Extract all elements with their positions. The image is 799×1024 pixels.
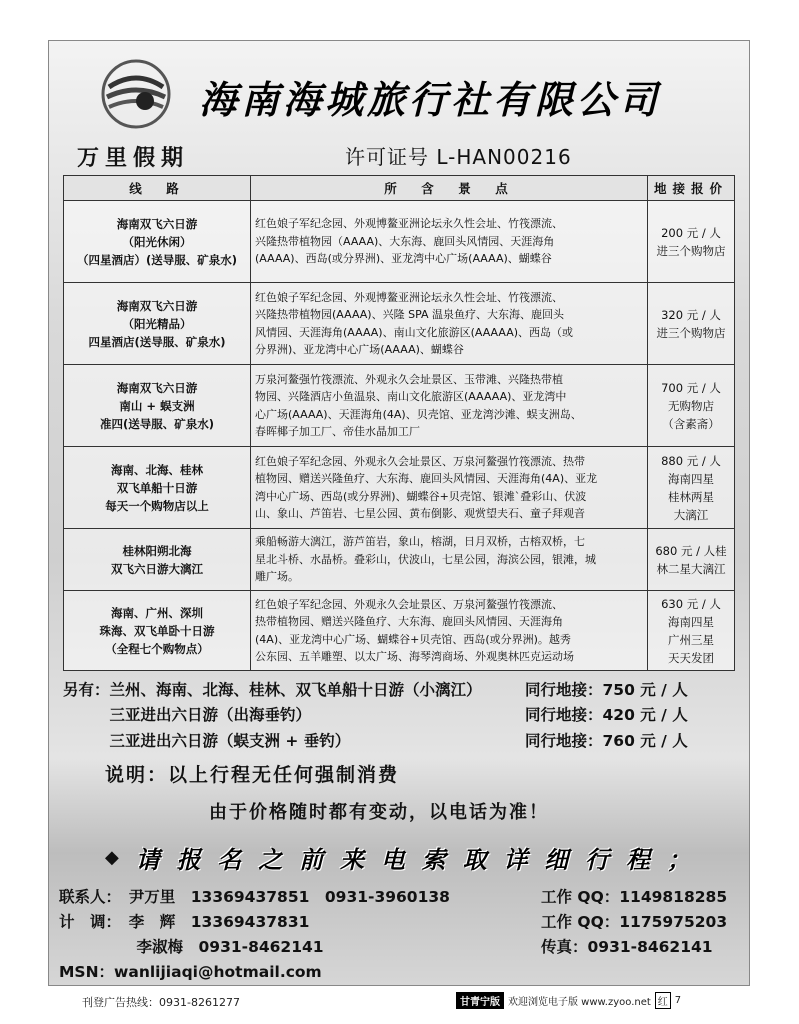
price-line: 进三个购物店 bbox=[656, 243, 726, 258]
brand-name: 万里假期 bbox=[77, 146, 190, 171]
route-cell bbox=[64, 529, 251, 591]
cta-char: 行 bbox=[585, 845, 610, 874]
sights-cell bbox=[251, 591, 648, 671]
extra-offer bbox=[63, 678, 688, 700]
sights-cell bbox=[251, 447, 648, 529]
page-number: 7 bbox=[674, 995, 682, 1006]
extra-offer bbox=[63, 703, 688, 725]
route-cell bbox=[64, 365, 251, 447]
price-cell bbox=[648, 283, 735, 365]
sights-line: 红色娘子军纪念园、外观永久会址景区、万泉河鳌强竹筏漂流、热带 bbox=[255, 454, 585, 468]
route-line: 海南双飞六日游 bbox=[116, 380, 198, 395]
price-cell bbox=[648, 529, 735, 591]
contact-info: 计 调： 李 辉 13369437831 bbox=[59, 913, 310, 931]
price-cell bbox=[648, 591, 735, 671]
column-header-sights: 所 含 景 点 bbox=[251, 176, 648, 201]
contact-msn: MSN：wanlijiaqi@hotmail.com bbox=[59, 963, 322, 981]
cta-char: 名 bbox=[217, 845, 242, 874]
route-cell bbox=[64, 447, 251, 529]
route-line: 海南双飞六日游 bbox=[116, 216, 198, 231]
footer-edition bbox=[456, 992, 681, 1009]
route-line: 双飞单船十日游 bbox=[116, 480, 198, 495]
table-row bbox=[64, 591, 735, 671]
sights-line: 乘船畅游大漓江，游芦笛岩，象山，榕湖，日月双桥，古榕双桥，七 bbox=[255, 535, 585, 549]
sights-line: (AAAA)、西岛(或分界洲)、亚龙湾中心广场(AAAA)、蝴蝶谷 bbox=[255, 252, 552, 266]
sights-cell bbox=[251, 283, 648, 365]
extra-offer-text: 三亚进出六日游（出海垂钓） bbox=[63, 706, 312, 724]
sights-cell bbox=[251, 529, 648, 591]
route-line: 双飞六日游大漓江 bbox=[111, 561, 203, 576]
cta-char: 报 bbox=[176, 845, 201, 874]
sights-line: 山、象山、芦笛岩、七星公园、黄布倒影、观赏望夫石、童子拜观音 bbox=[255, 507, 585, 520]
price-line: 桂林两星 bbox=[668, 489, 714, 504]
sights-line: (4A)、亚龙湾中心广场、蝴蝶谷+贝壳馆、西岛(或分界洲)。越秀 bbox=[255, 632, 571, 646]
price-line: 680 元 / 人桂 bbox=[655, 543, 727, 558]
table-row bbox=[64, 365, 735, 447]
sights-line: 红色娘子军纪念园、外观永久会址景区、万泉河鳌强竹筏漂流、 bbox=[255, 597, 563, 611]
page-mark: 红 bbox=[655, 992, 671, 1009]
note-no-forced-shopping: 说明：以上行程无任何强制消费 bbox=[105, 764, 400, 786]
price-line: 海南四星 bbox=[668, 471, 714, 486]
company-name: 海南海城旅行社有限公司 bbox=[199, 77, 662, 122]
cta-char: 前 bbox=[299, 845, 324, 874]
contact-info: 李淑梅 0931-8462141 bbox=[59, 938, 324, 956]
contact-fax: 传真：0931-8462141 bbox=[541, 938, 713, 956]
route-line: 南山 + 蜈支洲 bbox=[119, 398, 195, 413]
sights-line: 心广场(AAAA)、天涯海角(4A)、贝壳馆、亚龙湾沙滩、蜈支洲岛、 bbox=[255, 407, 582, 421]
price-line: 880 元 / 人 bbox=[661, 453, 721, 468]
route-line: 珠海、双飞单卧十日游 bbox=[99, 623, 215, 638]
price-line: 700 元 / 人 bbox=[661, 380, 721, 395]
cta-char: 详 bbox=[503, 845, 528, 874]
contact-row bbox=[59, 885, 728, 907]
route-line: 准四(送导服、矿泉水) bbox=[99, 416, 214, 431]
price-line: 630 元 / 人 bbox=[661, 596, 721, 611]
extra-offer bbox=[63, 729, 688, 751]
sights-line: 红色娘子军纪念园、外观博鳌亚洲论坛永久性会址、竹筏漂流、 bbox=[255, 217, 563, 231]
route-line: 海南、北海、桂林 bbox=[111, 462, 203, 477]
price-cell bbox=[648, 365, 735, 447]
price-line: 广州三星 bbox=[668, 632, 714, 647]
route-line: 四星酒店(送导服、矿泉水) bbox=[88, 334, 226, 349]
table-row bbox=[64, 201, 735, 283]
sights-line: 星北斗桥、水晶桥。叠彩山，伏波山，七星公园，海滨公园，银滩，城 bbox=[255, 552, 596, 566]
sights-line: 风情园、天涯海角(AAAA)、南山文化旅游区(AAAAA)、西岛（或 bbox=[255, 325, 574, 339]
route-line: 桂林阳朔北海 bbox=[122, 543, 192, 558]
contact-row bbox=[59, 910, 728, 932]
ad-hotline: 刊登广告热线：0931-8261277 bbox=[82, 996, 240, 1009]
cta-char: 之 bbox=[258, 845, 283, 874]
cta-char: 取 bbox=[462, 845, 487, 874]
route-cell bbox=[64, 591, 251, 671]
table-header-row bbox=[64, 176, 735, 201]
sights-cell bbox=[251, 365, 648, 447]
price-line: 林二星大漓江 bbox=[656, 561, 726, 576]
price-line: 200 元 / 人 bbox=[661, 225, 721, 240]
price-line: 无购物店 bbox=[668, 398, 714, 413]
route-line: 海南双飞六日游 bbox=[116, 298, 198, 313]
tour-table bbox=[63, 175, 735, 671]
sights-line: 兴隆热带植物园（AAAA)、大东海、鹿回头风情园、天涯海角 bbox=[255, 234, 555, 248]
extra-offer-text: 另有：兰州、海南、北海、桂林、双飞单船十日游（小漓江） bbox=[63, 681, 482, 699]
arrow-right-icon: ◆ bbox=[105, 846, 119, 868]
sights-line: 万泉河鳌强竹筏漂流、外观永久会址景区、玉带滩、兴隆热带植 bbox=[255, 372, 563, 386]
route-line: （四星酒店）(送导服、矿泉水) bbox=[76, 252, 237, 267]
license-number: 许可证号 L-HAN00216 bbox=[345, 145, 572, 169]
note-price-change: 由于价格随时都有变动，以电话为准！ bbox=[209, 802, 549, 823]
edition-tag: 甘青宁版 bbox=[456, 992, 504, 1009]
cta-char: 程 bbox=[626, 845, 651, 874]
extra-offer-text: 三亚进出六日游（蜈支洲 + 垂钓） bbox=[63, 732, 351, 750]
company-logo-icon bbox=[101, 59, 171, 129]
contact-info: 联系人： 尹万里 13369437851 0931-3960138 bbox=[59, 888, 450, 906]
table-row bbox=[64, 447, 735, 529]
contact-qq: 工作 QQ：1149818285 bbox=[541, 888, 728, 906]
price-line: 海南四星 bbox=[668, 614, 714, 629]
cta-char: 索 bbox=[421, 845, 446, 874]
price-line: （含素斋） bbox=[662, 416, 720, 431]
route-line: （全程七个购物点） bbox=[105, 641, 209, 656]
column-header-price: 地接报价 bbox=[648, 176, 735, 201]
sights-line: 雕广场。 bbox=[255, 570, 299, 584]
extra-offer-price: 同行地接：750 元 / 人 bbox=[525, 681, 688, 699]
cta-char: 请 bbox=[135, 845, 160, 874]
route-cell bbox=[64, 283, 251, 365]
sights-line: 分界洲)、亚龙湾中心广场(AAAA)、蝴蝶谷 bbox=[255, 343, 464, 356]
column-header-route: 线 路 bbox=[64, 176, 251, 201]
route-line: （阳光休闲） bbox=[122, 234, 192, 249]
cta-char: 电 bbox=[380, 845, 405, 874]
call-to-action-banner bbox=[105, 837, 691, 877]
sights-cell bbox=[251, 201, 648, 283]
price-line: 大漓江 bbox=[673, 507, 709, 522]
price-line: 天天发团 bbox=[668, 650, 714, 665]
sights-line: 兴隆热带植物园(AAAA)、兴隆 SPA 温泉鱼疗、大东海、鹿回头 bbox=[255, 308, 565, 321]
route-line: 海南、广州、深圳 bbox=[111, 605, 203, 620]
price-line: 320 元 / 人 bbox=[661, 307, 721, 322]
cta-char: 来 bbox=[340, 845, 364, 874]
cta-char: 细 bbox=[544, 845, 569, 874]
extra-offer-price: 同行地接：760 元 / 人 bbox=[525, 732, 688, 750]
sights-line: 热带植物园、赠送兴隆鱼疗、大东海、鹿回头风情园、天涯海角 bbox=[255, 615, 563, 628]
price-cell bbox=[648, 201, 735, 283]
sights-line: 红色娘子军纪念园、外观博鳌亚洲论坛永久性会址、竹筏漂流、 bbox=[255, 290, 563, 304]
route-line: （阳光精品） bbox=[122, 316, 192, 331]
sights-line: 湾中心广场、西岛(或分界洲)、蝴蝶谷+贝壳馆、银滩`叠彩山、伏波 bbox=[255, 489, 587, 503]
sights-line: 公东园、五羊雕塑、以太广场、海琴湾商场、外观奥林匹克运动场 bbox=[255, 650, 574, 663]
price-line: 进三个购物店 bbox=[656, 325, 726, 340]
contact-row bbox=[59, 960, 322, 982]
sights-line: 植物园、赠送兴隆鱼疗、大东海、鹿回头风情园、天涯海角(4A)、亚龙 bbox=[255, 472, 598, 485]
table-row bbox=[64, 529, 735, 591]
contact-qq: 工作 QQ：1175975203 bbox=[541, 913, 728, 931]
contact-row bbox=[59, 935, 713, 957]
edition-site: 欢迎浏览电子版 www.zyoo.net bbox=[508, 997, 651, 1008]
cta-char: ； bbox=[666, 845, 691, 874]
price-cell bbox=[648, 447, 735, 529]
route-cell bbox=[64, 201, 251, 283]
table-row bbox=[64, 283, 735, 365]
sights-line: 物园、兴隆酒店小鱼温泉、南山文化旅游区(AAAAA)、亚龙湾中 bbox=[255, 390, 567, 403]
route-line: 每天一个购物店以上 bbox=[105, 498, 209, 513]
sights-line: 春晖椰子加工厂、帝佳水晶加工厂 bbox=[255, 425, 420, 438]
extra-offer-price: 同行地接：420 元 / 人 bbox=[525, 706, 688, 724]
ad-panel bbox=[48, 40, 750, 986]
